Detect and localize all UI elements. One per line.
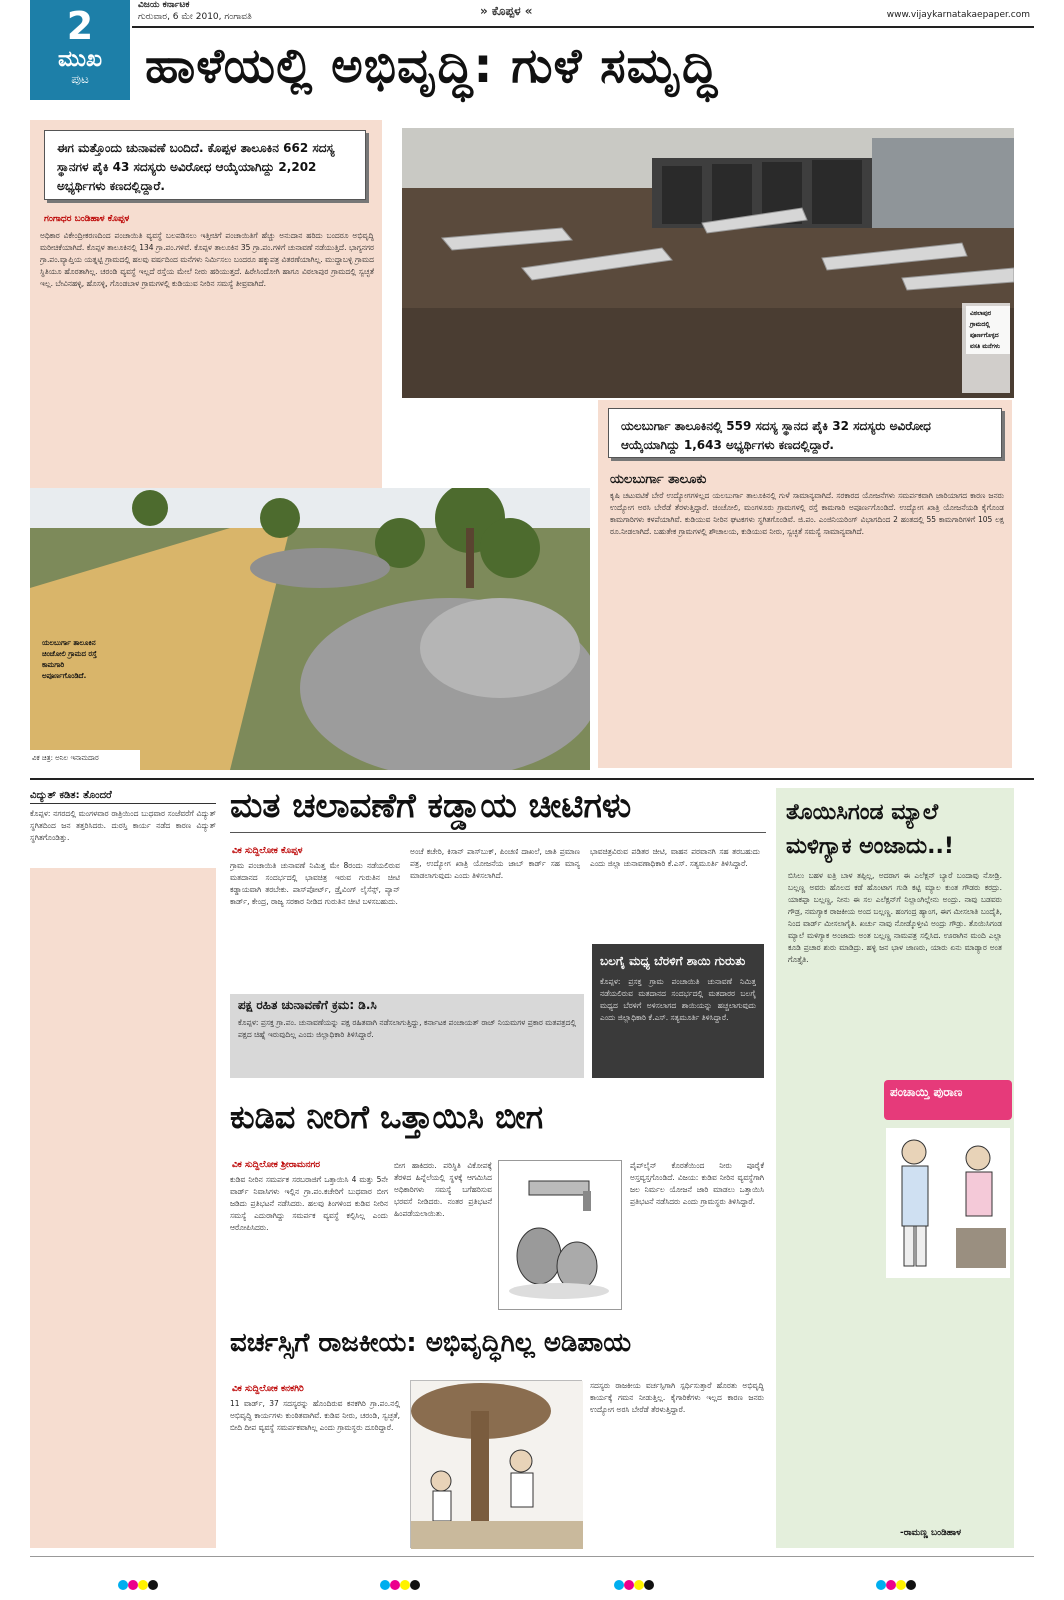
ballot-sub-box — [230, 994, 584, 1078]
ballot-body-2: ಅಂಚೆ ಕಚೇರಿ, ಕಿಸಾನ್ ಪಾಸ್‌ಬುಕ್, ಪಿಂಚಣಿ ದಾಖಲೆ, ಜಾತಿ ಪ್ರಮಾಣ ಪತ್ರ, ಉದ್ಯೋಗ ಖಾತ್ರಿ ಯೋಜನೆಯ ಜಾಬ್ ಕಾರ್ಡ್ ಸಹ ಮಾನ್ಯ ಮಾಡಲಾಗುವುದು ಎಂದು ತಿಳಿಸಲಾಗಿದೆ. — [410, 847, 580, 880]
website-url: www.vijaykarnatakaepaper.com — [886, 10, 1030, 20]
left-body-text: ಅಧಿಕಾರ ವಿಕೇಂದ್ರೀಕರಣದಿಂದ ಪಂಚಾಯಿತಿ ವ್ಯವಸ್ಥೆ ಬಲಪಡಿಸಲು ಇತ್ತೀಚಿಗೆ ಪಂಚಾಯಿತಿಗೆ ಹೆಚ್ಚು ಅನುದಾನ ಹರಿದು ಬಂದರೂ ಅಭಿವೃದ್ಧಿ ಮರೀಚಿಕೆಯಾಗಿದೆ. ಕೊಪ್ಪಳ ತಾಲೂಕಿನಲ್ಲಿ 134 ಗ್ರಾ.ಪಂ.ಗಳಿವೆ. ಕೊಪ್ಪಳ ತಾಲೂಕಿನ 35 ಗ್ರಾ.ಪಂ.ಗಳಿಗೆ ಚುನಾವಣೆ ನಡೆಯುತ್ತಿದೆ. ಭಾಗ್ಯನಗರ ಗ್ರಾ.ಪಂ.ವ್ಯಾಪ್ತಿಯ ಯತ್ನಟ್ಟಿ ಗ್ರಾಮದಲ್ಲಿ ಹಲವು ವರ್ಷದಿಂದ ಮನೆಗಳು ನಿರ್ಮಿಸಲು ಬಂದರೂ ಹಕ್ಕುಪತ್ರ ವಿತರಣೆಯಾಗಿಲ್ಲ. ಮುದ್ದಾಬಳ್ಳಿ ಗ್ರಾಮದ ಸ್ಥಿತಿಯೂ ಹೊರತಾಗಿಲ್ಲ. ಚರಂಡಿ ವ್ಯವಸ್ಥೆ ಇಲ್ಲದೆ ರಸ್ತೆಯ ಮೇಲೆ ನೀರು ಹರಿಯುತ್ತದೆ. ಹಿರೇಸಿಂದೋಗಿ ಹಾಗೂ ವಿಠಲಾಪುರ ಗ್ರಾಮದಲ್ಲಿ ಸ್ವಚ್ಛತೆ ಇಲ್ಲ. ಬೇವಿನಹಳ್ಳಿ, ಹೊಸಳ್ಳಿ, ಗೊಂಡಬಾಳ ಗ್ರಾಮಗಳಲ್ಲಿ ಕುಡಿಯುವ ನೀರಿನ ಸಮಸ್ಯೆ ತೀವ್ರವಾಗಿದೆ. — [40, 231, 374, 288]
registration-mark-4 — [876, 1576, 916, 1595]
left-callout: ಈಗ ಮತ್ತೊಂದು ಚುನಾವಣೆ ಬಂದಿದೆ. ಕೊಪ್ಪಳ ತಾಲೂಕಿನ 662 ಸದಸ್ಯ ಸ್ಥಾನಗಳ ಪೈಕಿ 43 ಸದಸ್ಯರು ಅವಿರೋಧ ಆಯ್ಕೆಯಾಗಿದ್ದು 2,202 ಅಭ್ಯರ್ಥಿಗಳು ಕಣದಲ್ಲಿದ್ದಾರೆ. — [44, 130, 366, 200]
ballot-sub-body: ಕೊಪ್ಪಳ: ಪ್ರಸಕ್ತ ಗ್ರಾ.ಪಂ. ಚುನಾವಣೆಯನ್ನು ಪಕ್ಷ ರಹಿತವಾಗಿ ನಡೆಸಲಾಗುತ್ತಿದ್ದು, ಕರ್ನಾಟಕ ಪಂಚಾಯತ್ ರಾಜ್ ನಿಯಮಗಳ ಪ್ರಕಾರ ಮತಪತ್ರದಲ್ಲಿ ಪಕ್ಷದ ಚಿಹ್ನೆ ಇರುವುದಿಲ್ಲ ಎಂದು ಜಿಲ್ಲಾಧಿಕಾರಿ ತಿಳಿಸಿದ್ದಾರೆ. — [238, 1018, 576, 1039]
ballot-byline: ವಿಕ ಸುದ್ದಿಲೋಕ ಕೊಪ್ಪಳ — [232, 846, 303, 856]
left-pink-column — [30, 868, 216, 1548]
power-brief-title: ವಿದ್ಯುತ್ ಕಡಿತ: ತೊಂದರೆ — [30, 790, 216, 804]
bottom-rule — [30, 1556, 1034, 1557]
main-headline: ಹಾಳೆಯಲ್ಲಿ ಅಭಿವೃದ್ಧಿ: ಗುಳೆ ಸಮೃದ್ಧಿ — [145, 38, 718, 94]
photo-road — [30, 488, 590, 770]
paper-name: ವಿಜಯ ಕರ್ನಾಟಕ — [138, 0, 190, 10]
date-line: ಗುರುವಾರ, 6 ಮೇ 2010, ಗಂಗಾವತಿ — [138, 12, 252, 22]
column-author: -ರಾಮಣ್ಣ ಬಂಡಿಹಾಳ — [900, 1528, 962, 1538]
ink-box-title: ಬಲಗೈ ಮಧ್ಯ ಬೆರಳಿಗೆ ಶಾಯಿ ಗುರುತು — [600, 954, 746, 968]
page-label: ಮುಖ — [58, 47, 102, 72]
photo-sheds — [402, 128, 1014, 398]
politics-byline: ವಿಕ ಸುದ್ದಿಲೋಕ ಕನಕಗಿರಿ — [232, 1384, 304, 1394]
power-brief — [30, 790, 216, 858]
ink-box-body: ಕೊಪ್ಪಳ: ಪ್ರಸಕ್ತ ಗ್ರಾಮ ಪಂಚಾಯಿತಿ ಚುನಾವಣೆ ನಿಮಿತ್ತ ನಡೆಯಲಿರುವ ಮತದಾನದ ಸಂದರ್ಭದಲ್ಲಿ ಮತದಾರರ ಬಲಗೈ ಮಧ್ಯದ ಬೆರಳಿಗೆ ಅಳಿಸಲಾಗದ ಶಾಯಿಯನ್ನು ಹಚ್ಚಲಾಗುವುದು ಎಂದು ಜಿಲ್ಲಾಧಿಕಾರಿ ಕೆ.ಎಸ್. ಸತ್ಯಮೂರ್ತಿ ತಿಳಿಸಿದ್ದಾರೆ. — [600, 977, 756, 1022]
power-brief-text: ಕೊಪ್ಪಳ: ನಗರದಲ್ಲಿ ಮಂಗಳವಾರ ರಾತ್ರಿಯಿಂದ ಬುಧವಾರ ಸಂಜೆವರೆಗೆ ವಿದ್ಯುತ್ ಸ್ಥಗಿತದಿಂದ ಜನ ತತ್ತರಿಸಿದರು. ದುರಸ್ತಿ ಕಾರ್ಯ ನಡೆದ ಕಾರಣ ವಿದ್ಯುತ್ ಸ್ಥಗಿತಗೊಂಡಿತ್ತು. — [30, 809, 216, 842]
politics-body-1: 11 ವಾರ್ಡ್, 37 ಸದಸ್ಯರನ್ನು ಹೊಂದಿರುವ ಕನಕಗಿರಿ ಗ್ರಾ.ಪಂ.ನಲ್ಲಿ ಅಭಿವೃದ್ಧಿ ಕಾರ್ಯಗಳು ಕುಂಠಿತವಾಗಿವೆ. ಕುಡಿವ ನೀರು, ಚರಂಡಿ, ಸ್ವಚ್ಛತೆ, ಬೀದಿ ದೀಪ ವ್ಯವಸ್ಥೆ ಸಮರ್ಪಕವಾಗಿಲ್ಲ ಎಂದು ಗ್ರಾಮಸ್ಥರು ದೂರಿದ್ದಾರೆ. — [230, 1399, 400, 1432]
ballot-sub-headline: ಪಕ್ಷ ರಹಿತ ಚುನಾವಣೆಗೆ ಕ್ರಮ: ಡಿ.ಸಿ — [238, 998, 377, 1012]
ballot-body-1: ಗ್ರಾಮ ಪಂಚಾಯಿತಿ ಚುನಾವಣೆ ನಿಮಿತ್ತ ಮೇ 8ರಂದು ನಡೆಯಲಿರುವ ಮತದಾನದ ಸಂದರ್ಭದಲ್ಲಿ ಭಾವಚಿತ್ರ ಇರುವ ಗುರುತಿನ ಚೀಟಿ ಕಡ್ಡಾಯವಾಗಿ ತರಬೇಕು. ಪಾಸ್‌ಪೋರ್ಟ್, ಡ್ರೈವಿಂಗ್ ಲೈಸೆನ್ಸ್, ಪ್ಯಾನ್ ಕಾರ್ಡ್, ಕೇಂದ್ರ, ರಾಜ್ಯ ಸರಕಾರ ನೀಡಿದ ಗುರುತಿನ ಚೀಟಿ ಬಳಸಬಹುದು. — [230, 861, 400, 906]
right-callout: ಯಲಬುರ್ಗಾ ತಾಲೂಕಿನಲ್ಲಿ 559 ಸದಸ್ಯ ಸ್ಥಾನದ ಪೈಕಿ 32 ಸದಸ್ಯರು ಅವಿರೋಧ ಆಯ್ಕೆಯಾಗಿದ್ದು 1,643 ಅಭ್ಯರ್ಥಿಗಳು ಕಣದಲ್ಲಿದ್ದಾರೆ. — [608, 408, 1002, 458]
right-subhead: ಯಲಬುರ್ಗಾ ತಾಲೂಕು — [610, 472, 707, 487]
page-number: 2 — [66, 4, 94, 48]
column-headline: ತೊಯಿಸಿಗಂಡ ಮ್ಯಾಲೆ ಮಳಿಗ್ಯಾಕ ಅಂಜಾದು..! — [786, 800, 954, 859]
ballot-body-3: ಭಾವಚಿತ್ರವಿರುವ ಪಡಿತರ ಚೀಟಿ, ವಾಹನ ಪರವಾನಗಿ ಸಹ ತರಬಹುದು ಎಂದು ಜಿಲ್ಲಾ ಚುನಾವಣಾಧಿಕಾರಿ ಕೆ.ಎಸ್. ಸತ್ಯಮೂರ್ತಿ ತಿಳಿಸಿದ್ದಾರೆ. — [590, 847, 760, 868]
ink-side-box — [592, 944, 764, 1078]
water-body-2: ಬೀಗ ಹಾಕಿದರು. ಪರಿಸ್ಥಿತಿ ವಿಕೋಪಕ್ಕೆ ತೆರಳಿದ ಹಿನ್ನೆಲೆಯಲ್ಲಿ ಸ್ಥಳಕ್ಕೆ ಆಗಮಿಸಿದ ಅಧಿಕಾರಿಗಳು ಸಮಸ್ಯೆ ಬಗೆಹರಿಸುವ ಭರವಸೆ ನೀಡಿದರು. ನಂತರ ಪ್ರತಿಭಟನೆ ಹಿಂಪಡೆಯಲಾಯಿತು. — [394, 1161, 492, 1218]
column-body: ಬಿಸಿಲು ಬಹಳ ಐತ್ರಿ ಬಾಳ ತಪ್ಪಿಲ್ಲ, ಅದರಾಗ ಈ ಎಲೆಕ್ಷನ್ ಬ್ಯಾರೆ ಬಂದಾವು ನೋಡ್ರಿ. ಬಲ್ಲಣ್ಣ ಅವರು ಹೊಲದ ಕಡೆ ಹೊಂಟಾಗ ಗುಡಿ ಕಟ್ಟಿ ಮ್ಯಾಲ ಕುಂತ ಗೌಡರು ಕರದ್ರು. ಯಾಕಪ್ಪಾ ಬಲ್ಲಣ್ಣ, ನೀನು ಈ ಸಲ ಎಲೆಕ್ಷನ್‌ಗೆ ನಿಲ್ಲಾಂಗಿಲ್ಲೇನು ಅಂದ್ರು. ನಾವು ಬಡವರು ಗೌಡ್ರ, ನಮಗ್ಯಾಕ ರಾಜಕೀಯ ಅಂದ ಬಲ್ಲಣ್ಣ. ಹಂಗಂದ್ರ ಹ್ಯಾಂಗ, ಈಗ ಮೀಸಲಾತಿ ಬಂದೈತಿ, ನಿಂದ ವಾರ್ಡ್ ಮೀಸಲಾಗೈತಿ. ಖರ್ಚು ನಾವು ನೋಡ್ಕೊಳ್ತೀವಿ ಅಂದ್ರು ಗೌಡ್ರು. ತೊಯಿಸಿಗಂಡ ಮ್ಯಾಲೆ ಮಳಿಗ್ಯಾಕ ಅಂಜಾದು ಅಂತ ಬಲ್ಲಣ್ಣ ನಾಮಪತ್ರ ಸಲ್ಲಿಸಿದ. ಊರಾಗಿನ ಮಂದಿ ಎಲ್ಲಾ ಕೂಡಿ ಪ್ರಚಾರ ಶುರು ಮಾಡಿದ್ರು. ಹಳ್ಳಿ ಜನ ಭಾಳ ಜಾಣರು, ಯಾರು ಏನು ಮಾಡ್ಯಾರ ಅಂತ ಗೊತ್ತೈತಿ. — [788, 871, 1002, 964]
masthead-rule — [132, 26, 1034, 28]
column-badge: ಪಂಚಾಯ್ತಿ ಪುರಾಣ — [884, 1080, 1012, 1120]
politics-headline: ವರ್ಚಸ್ಸಿಗೆ ರಾಜಕೀಯ: ಅಭಿವೃದ್ಧಿಗಿಲ್ಲ ಅಡಿಪಾಯ — [230, 1328, 632, 1358]
ballot-rule — [230, 832, 766, 833]
water-headline: ಕುಡಿವ ನೀರಿಗೆ ಒತ್ತಾಯಿಸಿ ಬೀಗ — [230, 1098, 544, 1136]
photo-sheds-caption: ವಿಠಲಾಪುರ ಗ್ರಾಮದಲ್ಲಿ ಪೂರ್ಣಗೊಳ್ಳದ ವಸತಿ ಮನೆಗಳು — [966, 306, 1010, 354]
photo-road-caption: ಯಲಬುರ್ಗಾ ತಾಲೂಕಿನ ಚಿಂಚೋಲಿ ಗ್ರಾಮದ ರಸ್ತೆ ಕಾಮಗಾರಿ ಅಪೂರ್ಣಗೊಂಡಿದೆ. — [42, 639, 97, 680]
section-divider — [30, 778, 1034, 780]
section-label: » ಕೊಪ್ಪಳ « — [480, 4, 533, 18]
water-cartoon — [498, 1160, 622, 1310]
ballot-headline: ಮತ ಚಲಾವಣೆಗೆ ಕಡ್ಡಾಯ ಚೀಟಿಗಳು — [230, 786, 632, 826]
column-cartoon — [886, 1128, 1010, 1278]
photo-credit: ವಿಕ ಚಿತ್ರ: ಅನಿಲ ಇನಾಮದಾರ — [32, 754, 99, 762]
registration-mark-1 — [118, 1576, 158, 1595]
politics-body-2: ಸದಸ್ಯರು ರಾಜಕೀಯ ವರ್ಚಸ್ಸಿಗಾಗಿ ಸ್ಪರ್ಧಿಸುತ್ತಾರೆ ಹೊರತು ಅಭಿವೃದ್ಧಿ ಕಾರ್ಯಕ್ಕೆ ಗಮನ ನೀಡುತ್ತಿಲ್ಲ. ಕೈಗಾರಿಕೆಗಳು ಇಲ್ಲದ ಕಾರಣ ಜನರು ಉದ್ಯೋಗ ಅರಸಿ ಬೇರೆಡೆ ತೆರಳುತ್ತಿದ್ದಾರೆ. — [590, 1381, 764, 1414]
registration-mark-2 — [380, 1576, 420, 1595]
water-body-3: ಪೈಪ್‌ಲೈನ್ ಕೊರತೆಯಿಂದ ನೀರು ಪೂರೈಕೆ ಅಸ್ತವ್ಯಸ್ತಗೊಂಡಿದೆ. ವಿಜಯ: ಕುಡಿವ ನೀರಿನ ವ್ಯವಸ್ಥೆಗಾಗಿ ಜಲ ನಿರ್ಮಲ ಯೋಜನೆ ಜಾರಿ ಮಾಡಲು ಒತ್ತಾಯಿಸಿ ಪ್ರತಿಭಟನೆ ನಡೆಸಿದರು ಎಂದು ಗ್ರಾಮಸ್ಥರು ತಿಳಿಸಿದ್ದಾರೆ. — [630, 1161, 764, 1206]
left-byline: ಗಂಗಾಧರ ಬಂಡಿಹಾಳ ಕೊಪ್ಪಳ — [44, 214, 130, 224]
registration-mark-3 — [614, 1576, 654, 1595]
water-body-1: ಕುಡಿವ ನೀರಿನ ಸಮರ್ಪಕ ಸರಬರಾಜಿಗೆ ಒತ್ತಾಯಿಸಿ 4 ಮತ್ತು 5ನೇ ವಾರ್ಡ್ ನಿವಾಸಿಗಳು ಇಲ್ಲಿನ ಗ್ರಾ.ಪಂ.ಕಚೇರಿಗೆ ಬುಧವಾರ ಬೀಗ ಜಡಿದು ಪ್ರತಿಭಟನೆ ನಡೆಸಿದರು. ಹಲವು ತಿಂಗಳಿಂದ ಕುಡಿವ ನೀರಿನ ಸಮಸ್ಯೆ ಎದುರಾಗಿದ್ದು ಸಮರ್ಪಕ ವ್ಯವಸ್ಥೆ ಕಲ್ಪಿಸಿಲ್ಲ ಎಂದು ಆರೋಪಿಸಿದರು. — [230, 1175, 388, 1232]
politics-cartoon — [410, 1380, 582, 1548]
page-sub-label: ಪುಟ — [71, 72, 89, 86]
right-body-text: ಕೃಷಿ ಚಟುವಟಿಕೆ ಬೇರೆ ಉದ್ಯೋಗಗಳಿಲ್ಲದ ಯಲಬುರ್ಗಾ ತಾಲೂಕಿನಲ್ಲಿ ಗುಳೆ ಸಾಮಾನ್ಯವಾಗಿದೆ. ಸರಕಾರದ ಯೋಜನೆಗಳು ಸಮರ್ಪಕವಾಗಿ ಜಾರಿಯಾಗದ ಕಾರಣ ಜನರು ಉದ್ಯೋಗ ಅರಸಿ ಬೇರೆಡೆ ತೆರಳುತ್ತಿದ್ದಾರೆ. ಚಿಂಚೋಲಿ, ಮಂಗಳೂರು ಗ್ರಾಮಗಳಲ್ಲಿ ರಸ್ತೆ ಕಾಮಗಾರಿ ಅಪೂರ್ಣಗೊಂಡಿದೆ. ಉದ್ಯೋಗ ಖಾತ್ರಿ ಯೋಜನೆಯಡಿ ಕೈಗೊಂಡ ಕಾಮಗಾರಿಗಳು ಕಳಪೆಯಾಗಿವೆ. ಕುಡಿಯುವ ನೀರಿನ ಘಟಕಗಳು ಸ್ಥಗಿತಗೊಂಡಿವೆ. ಜಿ.ಪಂ. ಎಂಜಿನಿಯರಿಂಗ್ ವಿಭಾಗದಿಂದ 2 ಹಂತದಲ್ಲಿ 55 ಕಾಮಗಾರಿಗಳಿಗೆ 105 ಲಕ್ಷ ರೂ.ನೀಡಲಾಗಿದೆ. ಬಹುತೇಕ ಗ್ರಾಮಗಳಲ್ಲಿ ಶೌಚಾಲಯ, ಕುಡಿಯುವ ನೀರು, ಸ್ವಚ್ಛತೆ ಸಮಸ್ಯೆ ಸಾಮಾನ್ಯವಾಗಿದೆ. — [610, 491, 1004, 536]
water-byline: ವಿಕ ಸುದ್ದಿಲೋಕ ಶ್ರೀರಾಮನಗರ — [232, 1160, 321, 1170]
page-number-badge — [30, 0, 130, 100]
